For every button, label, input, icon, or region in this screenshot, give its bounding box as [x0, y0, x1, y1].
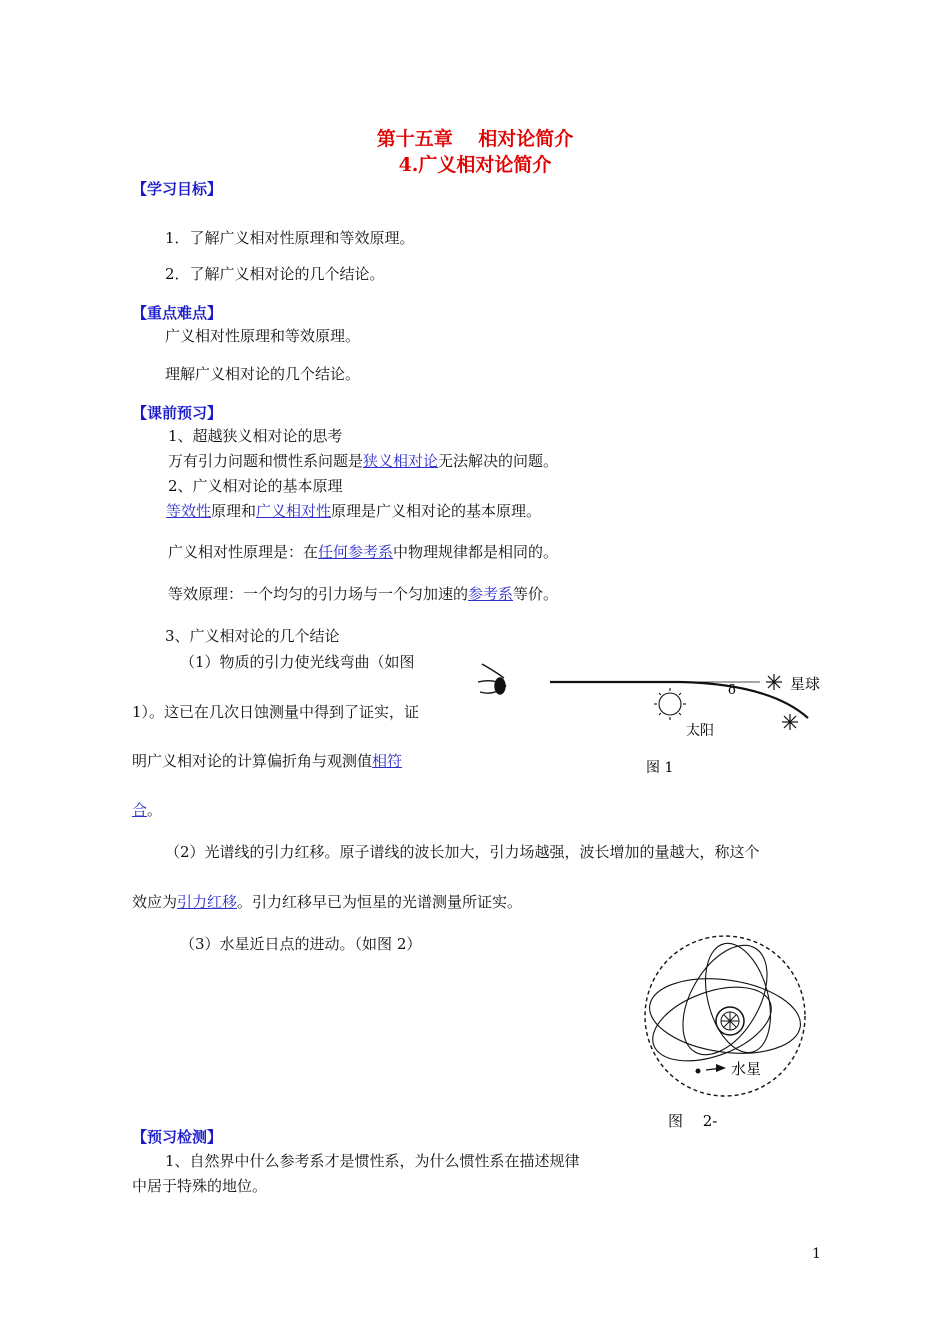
conclusion-1-line-4	[132, 800, 162, 820]
star-icon	[766, 674, 782, 690]
sun-icon	[716, 1007, 744, 1035]
text: 原理和	[211, 502, 257, 520]
blank-answer: 狭义相对论	[363, 452, 439, 470]
preview-heading: 【课前预习】	[132, 404, 223, 422]
blank-answer: 参考系	[468, 585, 514, 603]
figure-1-caption: 图 1	[646, 760, 674, 776]
text: 。引力红移早已为恒星的光谱测量所证实。	[237, 893, 523, 911]
preview-line-1	[168, 451, 558, 471]
page-number: 1	[812, 1246, 821, 1262]
text: 等效原理：一个均匀的引力场与一个匀加速的	[168, 585, 469, 603]
conclusion-1-line-3	[132, 751, 402, 771]
star-icon	[782, 714, 798, 730]
preview-section-1: 1、超越狭义相对论的思考	[168, 427, 343, 445]
mercury-label: 水星	[731, 1060, 762, 1078]
conclusion-2-line-1: （2）光谱线的引力红移。原子谱线的波长加大，引力场越强，波长增加的量越大，称这个	[165, 843, 760, 861]
check-heading: 【预习检测】	[132, 1128, 223, 1146]
goals-heading: 【学习目标】	[132, 180, 223, 198]
text: 明广义相对论的计算偏折角与观测值	[132, 752, 373, 770]
eye-icon	[478, 664, 506, 694]
blank-answer: 引力红移	[177, 893, 238, 911]
key-line-1: 广义相对性原理和等效原理。	[165, 327, 361, 345]
delta-label: δ	[728, 683, 736, 698]
blank-answer: 合	[132, 801, 148, 819]
arrow-icon	[716, 1064, 726, 1072]
text: 万有引力问题和惯性系问题是	[168, 452, 364, 470]
key-line-2: 理解广义相对论的几个结论。	[165, 365, 361, 383]
section-title: 4.广义相对论简介	[398, 154, 552, 176]
figure-1-light-bending	[470, 652, 840, 782]
orbit-ellipse	[666, 931, 785, 1069]
text: 。	[147, 801, 163, 819]
preview-section-2: 2、广义相对论的基本原理	[168, 477, 343, 495]
key-heading: 【重点难点】	[132, 304, 223, 322]
preview-section-3: 3、广义相对论的几个结论	[165, 627, 340, 645]
text: 原理是广义相对论的基本原理。	[331, 502, 542, 520]
figure-2-caption: 图 2-	[668, 1112, 718, 1130]
blank-answer: 相符	[372, 752, 403, 770]
text: 无法解决的问题。	[438, 452, 559, 470]
text: 中物理规律都是相同的。	[393, 543, 559, 561]
conclusion-2-line-2	[132, 892, 522, 912]
goal-item-1: 1．了解广义相对性原理和等效原理。	[165, 229, 415, 247]
sun-label: 太阳	[686, 723, 714, 739]
preview-line-4	[168, 584, 558, 604]
blank-answer: 广义相对性	[256, 502, 332, 520]
conclusion-1-line-2: 1）。这已在几次日蚀测量中得到了证实，证	[132, 703, 420, 721]
text: 等价。	[513, 585, 559, 603]
preview-line-2	[166, 501, 541, 521]
goal-item-2: 2．了解广义相对论的几个结论。	[165, 265, 385, 283]
conclusion-3: （3）水星近日点的进动。（如图 2）	[180, 935, 422, 953]
text: 广义相对性原理是：在	[168, 543, 319, 561]
check-question-1-line-1: 1、自然界中什么参考系才是惯性系，为什么惯性系在描述规律	[165, 1152, 580, 1170]
check-question-1-line-2: 中居于特殊的地位。	[132, 1177, 268, 1195]
conclusion-1-line-1: （1）物质的引力使光线弯曲（如图	[180, 653, 415, 671]
preview-line-3	[168, 542, 558, 562]
blank-answer: 等效性	[166, 502, 212, 520]
star-label: 星球	[790, 675, 821, 693]
mercury-dot	[696, 1069, 701, 1074]
orbit-ellipse	[695, 936, 782, 1060]
figure-2-precession	[630, 928, 820, 1133]
sun-icon	[654, 688, 686, 720]
chapter-title: 第十五章 相对论简介	[376, 128, 574, 150]
text: 效应为	[132, 893, 178, 911]
blank-answer: 任何参考系	[318, 543, 394, 561]
